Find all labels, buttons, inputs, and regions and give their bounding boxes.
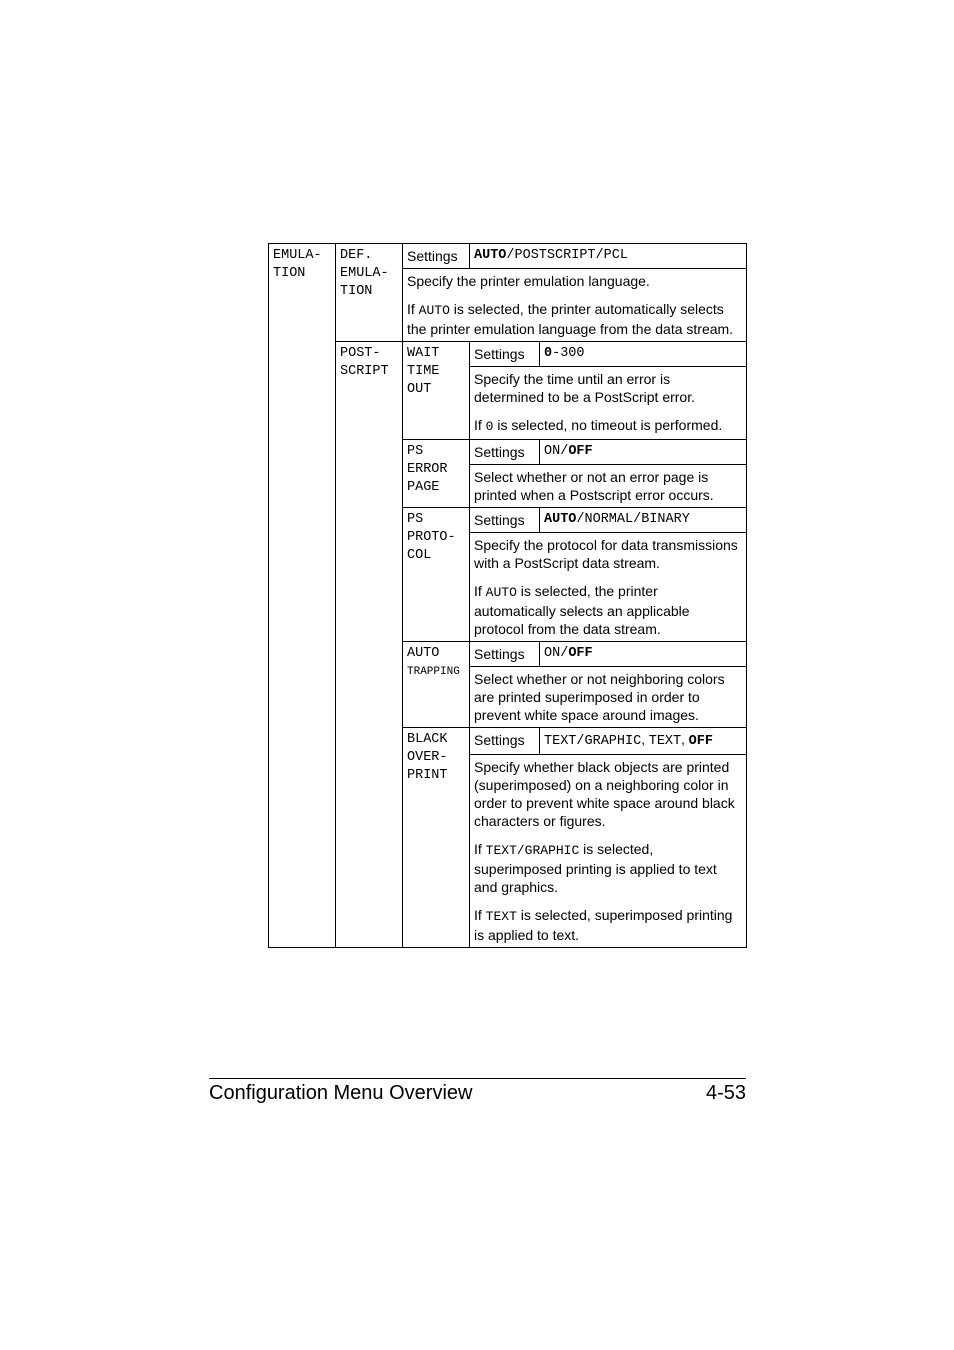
settings-label: Settings [470, 728, 540, 755]
ps-error-page-settings-value: ON/OFF [540, 440, 747, 465]
wait-time-out-settings-value: 0-300 [540, 342, 747, 367]
settings-label: Settings [470, 508, 540, 533]
auto-trapping-description: Select whether or not neighboring colors are printed superimposed in order to prevent white space around images. [470, 667, 747, 728]
black-overprint-settings-value: TEXT/GRAPHIC, TEXT, OFF [540, 728, 747, 755]
wait-time-out-description: Specify the time until an error is determined to be a PostScript error. If 0 is selected, no timeout is performed. [470, 367, 747, 440]
settings-label: Settings [470, 642, 540, 667]
settings-label: Settings [470, 342, 540, 367]
footer-title: Configuration Menu Overview [209, 1082, 473, 1104]
menu-auto-trapping: AUTO TRAPPING [403, 642, 470, 728]
menu-postscript: POST- SCRIPT [336, 342, 403, 948]
menu-def-emulation: DEF. EMULA- TION [336, 244, 403, 342]
settings-label: Settings [470, 440, 540, 465]
page-number: 4-53 [705, 1082, 746, 1104]
row-def-emulation-settings [269, 244, 747, 269]
row-wait-time-out-settings [269, 342, 747, 367]
ps-error-page-description: Select whether or not an error page is printed when a Postscript error occurs. [470, 465, 747, 508]
configuration-menu-table [268, 243, 747, 948]
menu-ps-protocol: PS PROTO- COL [403, 508, 470, 642]
auto-trapping-settings-value: ON/OFF [540, 642, 747, 667]
menu-black-overprint: BLACK OVER- PRINT [403, 728, 470, 948]
settings-label: Settings [403, 244, 470, 269]
ps-protocol-description: Specify the protocol for data transmissions with a PostScript data stream. If AUTO is selected, the printer automatically selects an applicable protocol from the data stream. [470, 533, 747, 642]
menu-wait-time-out: WAIT TIME OUT [403, 342, 470, 440]
ps-protocol-settings-value: AUTO/NORMAL/BINARY [540, 508, 747, 533]
footer-divider [209, 1078, 746, 1079]
black-overprint-description: Specify whether black objects are printed (superimposed) on a neighboring color in order to prevent white space around black characters or figures. If TEXT/GRAPHIC is selected, superimposed printing is applied to text and graphics. If TEXT is selected, superimposed printing is applied to text. [470, 755, 747, 948]
def-emulation-settings-value: AUTO/POSTSCRIPT/PCL [470, 244, 747, 269]
menu-ps-error-page: PS ERROR PAGE [403, 440, 470, 508]
menu-emulation: EMULA- TION [269, 244, 336, 948]
def-emulation-description: Specify the printer emulation language. If AUTO is selected, the printer automatically selects the printer emulation language from the data stream. [403, 269, 747, 342]
